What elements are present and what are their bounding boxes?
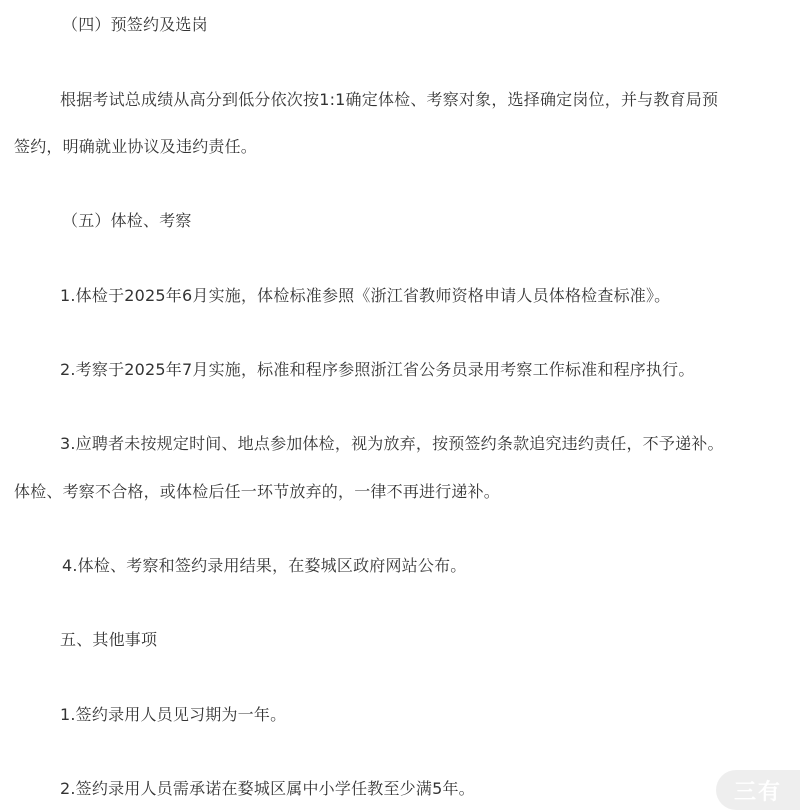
paragraph-line: 签约，明确就业协议及违约责任。 [14,137,258,156]
watermark-badge [716,770,800,810]
watermark-text: 三有 [733,779,782,805]
section-heading-physical-exam: （五）体检、考察 [62,211,192,230]
list-item: 4.体检、考察和签约录用结果，在婺城区政府网站公布。 [62,556,467,575]
paragraph-line: 根据考试总成绩从高分到低分依次按1:1确定体检、考察对象，选择确定岗位，并与教育局预 [60,90,719,109]
list-item: 1.签约录用人员见习期为一年。 [60,705,287,724]
list-item-continuation: 体检、考察不合格，或体检后任一环节放弃的，一律不再进行递补。 [14,482,501,501]
list-item: 3.应聘者未按规定时间、地点参加体检，视为放弃，按预签约条款追究违约责任，不予递补。 [60,434,724,453]
list-item: 2.考察于2025年7月实施，标准和程序参照浙江省公务员录用考察工作标准和程序执行。 [60,360,695,379]
list-item: 1.体检于2025年6月实施，体检标准参照《浙江省教师资格申请人员体格检查标准》。 [60,286,671,305]
list-item: 2.签约录用人员需承诺在婺城区属中小学任教至少满5年。 [60,779,475,798]
section-heading-pre-signing: （四）预签约及选岗 [62,15,208,34]
section-heading-other-matters: 五、其他事项 [60,630,158,649]
